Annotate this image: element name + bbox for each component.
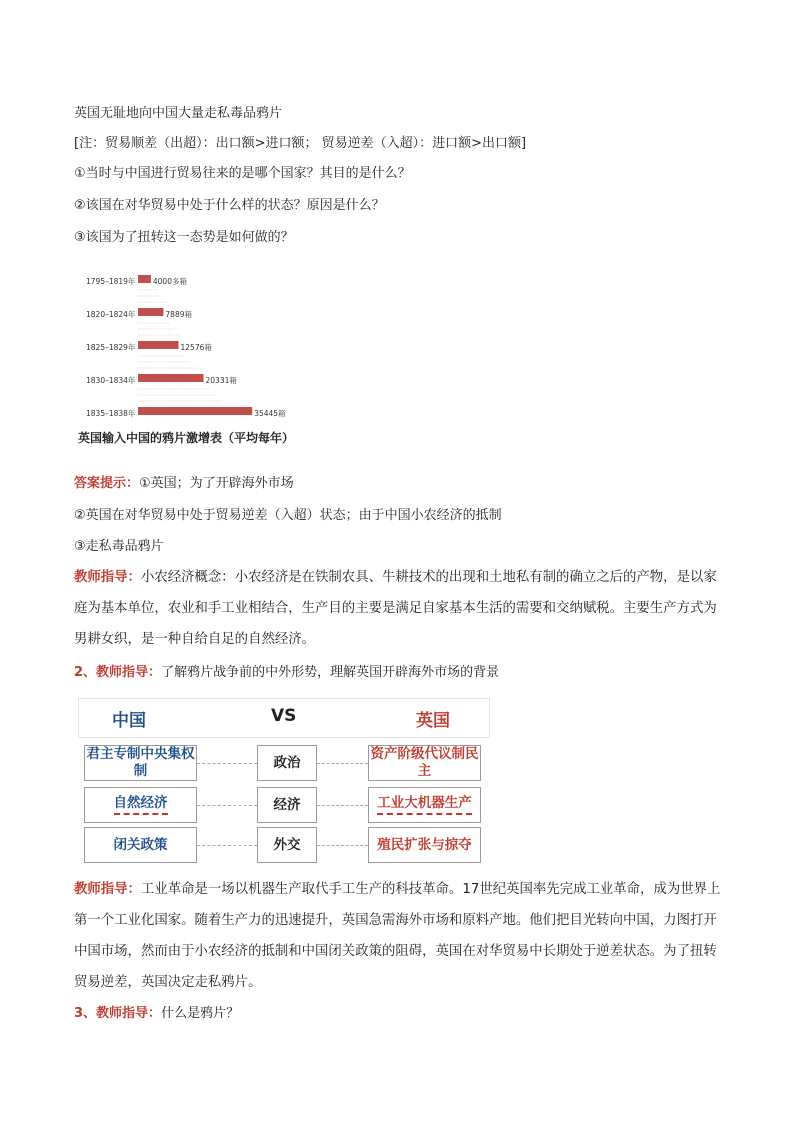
britain-diplomacy-text: 殖民扩张与掠夺 [377, 836, 472, 853]
category-diplomacy [257, 827, 317, 863]
china-diplomacy [84, 827, 197, 863]
chart-bar [138, 275, 151, 283]
chart-category-label: 1825–1829年 [86, 343, 136, 352]
guide-3-label: 教师指导： [74, 882, 141, 897]
category-politics [257, 745, 317, 781]
chart-value-label: 35445箱 [254, 409, 286, 418]
chart-value-label: 4000多箱 [152, 277, 187, 286]
question-1: ①当时与中国进行贸易往来的是哪个国家？其目的是什么？ [74, 166, 411, 181]
chart-bar [138, 374, 204, 382]
chart-bar [138, 341, 179, 349]
chart-value-label: 20331箱 [205, 376, 237, 385]
opium-import-chart [84, 268, 324, 428]
guide-1-paragraph [74, 562, 722, 655]
chart-category-label: 1820–1824年 [86, 310, 136, 319]
header-britain: 英国 [416, 711, 450, 731]
guide-2-text: 了解鸦片战争前的中外形势，理解英国开辟海外市场的背景 [161, 665, 500, 680]
guide-3-paragraph [74, 874, 722, 998]
chart-value-label: 7889箱 [165, 310, 193, 319]
britain-politics-text: 资产阶级代议制民主 [370, 746, 479, 779]
answer-text-1: ①英国；为了开辟海外市场 [139, 476, 294, 491]
answer-line-1 [74, 475, 294, 493]
category-diplomacy-text: 外交 [273, 836, 301, 853]
chart-bar [138, 308, 163, 316]
china-economy [84, 787, 197, 823]
connector [197, 805, 257, 806]
china-economy-text: 自然经济 [114, 795, 168, 815]
category-economy [257, 787, 317, 823]
connector [197, 763, 257, 764]
guide-2-label: 教师指导： [96, 665, 162, 680]
guide-2-num: 2、 [74, 665, 97, 680]
china-politics-text: 君主专制中央集权制 [86, 746, 195, 779]
guide-1-text: 小农经济概念：小农经济是在铁制农具、牛耕技术的出现和土地私有制的确立之后的产物，是以家庭为基本单位，农业和手工业相结合，生产目的主要是满足自家基本生活的需要和交纳赋税。主要生产方式为男耕女织，是一种自给自足的自然经济。 [74, 570, 717, 647]
china-diplomacy-text: 闭关政策 [113, 836, 168, 853]
section-title: 英国无耻地向中国大量走私毒品鸦片 [74, 106, 283, 121]
connector [317, 805, 368, 806]
britain-politics [368, 745, 481, 781]
header-vs: VS [271, 706, 297, 726]
guide-4-label: 教师指导： [96, 1006, 162, 1021]
chart-category-label: 1830–1834年 [86, 376, 136, 385]
britain-economy-text: 工业大机器生产 [377, 795, 472, 815]
chart-bar [138, 407, 252, 415]
category-politics-text: 政治 [273, 754, 301, 771]
question-3: ③该国为了扭转这一态势是如何做的？ [74, 230, 294, 245]
trade-note: [注：贸易顺差（出超）：出口额>进口额； 贸易逆差（入超）：进口额>出口额] [74, 136, 527, 151]
guide-4-text: 什么是鸦片？ [161, 1006, 240, 1021]
header-china: 中国 [112, 711, 146, 731]
connector [317, 763, 368, 764]
answer-line-3: ③走私毒品鸦片 [74, 539, 164, 554]
britain-diplomacy [368, 827, 481, 863]
guide-1-label: 教师指导： [74, 570, 141, 585]
category-economy-text: 经济 [273, 796, 301, 813]
answer-line-2: ②英国在对华贸易中处于贸易逆差（入超）状态；由于中国小农经济的抵制 [74, 508, 502, 523]
guide-4-num: 3、 [74, 1006, 97, 1021]
guide-3-text: 工业革命是一场以机器生产取代手工生产的科技革命。17世纪英国率先完成工业革命，成为世界上第一个工业化国家。随着生产力的迅速提升，英国急需海外市场和原料产地。他们把目光转向中国，力图打开中国市场，然而由于小农经济的抵制和中国闭关政策的阻碍，英国在对华贸易中长期处于逆差状态。为了扭转贸易逆差，英国决定走私鸦片。 [74, 882, 721, 990]
question-2: ②该国在对华贸易中处于什么样的状态？原因是什么？ [74, 198, 385, 213]
answer-label: 答案提示： [74, 476, 140, 491]
guide-2-line [74, 664, 499, 682]
connector [197, 845, 257, 846]
chart-category-label: 1835–1838年 [86, 409, 136, 418]
britain-economy [368, 787, 481, 823]
china-politics [84, 745, 197, 781]
guide-4-line [74, 1005, 239, 1023]
connector [317, 845, 368, 846]
chart-value-label: 12576箱 [180, 343, 212, 352]
chart-caption: 英国输入中国的鸦片激增表（平均每年） [78, 431, 295, 445]
chart-category-label: 1795–1819年 [86, 277, 136, 286]
